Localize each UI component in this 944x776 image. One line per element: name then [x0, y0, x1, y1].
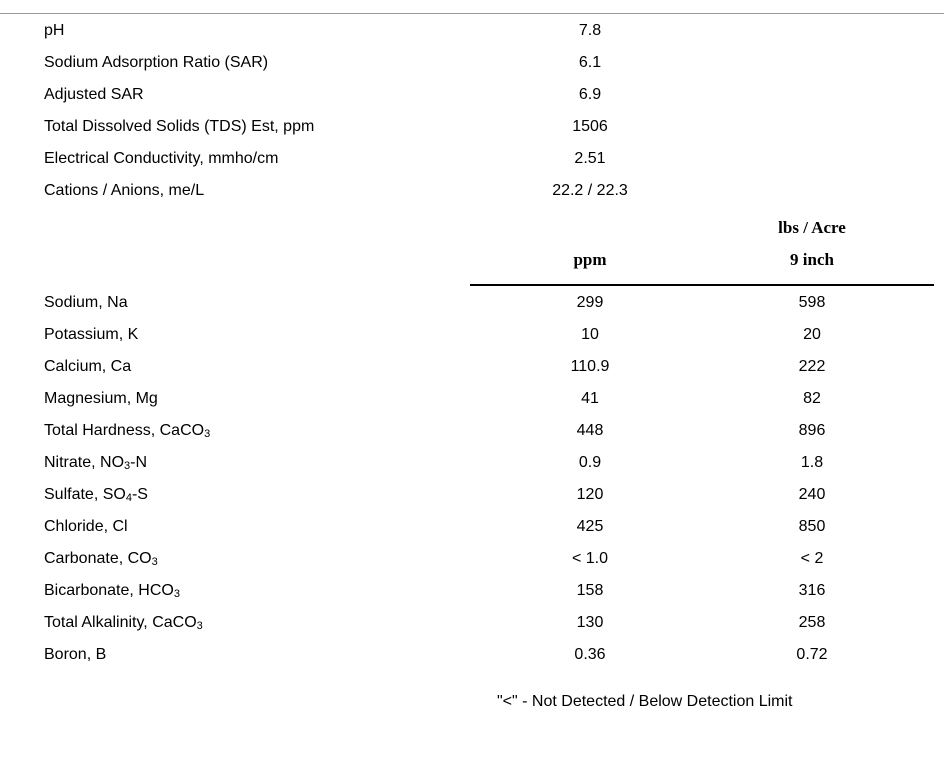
- analyte-ppm: 130: [576, 614, 604, 631]
- analyte-ppm: 41: [581, 390, 599, 407]
- analyte-row: [0, 482, 944, 512]
- analyte-lbs: 598: [798, 294, 826, 311]
- analyte-lbs: 82: [803, 390, 821, 407]
- analyte-lbs: 850: [798, 518, 826, 535]
- analyte-lbs: 222: [798, 358, 826, 375]
- summary-row: [0, 18, 944, 48]
- analyte-lbs: < 2: [800, 550, 824, 567]
- analyte-lbs: 316: [798, 582, 826, 599]
- analyte-name: Potassium, K: [44, 326, 139, 343]
- summary-row: [0, 178, 944, 208]
- subscript: 3: [124, 460, 131, 472]
- analyte-row: [0, 354, 944, 384]
- summary-value: 1506: [572, 118, 608, 135]
- analyte-lbs: 258: [798, 614, 826, 631]
- analyte-name-suffix: -N: [130, 454, 148, 471]
- analyte-lbs: 896: [798, 422, 826, 439]
- subscript: 4: [125, 492, 132, 504]
- analyte-name: Calcium, Ca: [44, 358, 132, 375]
- analyte-row: [0, 546, 944, 576]
- summary-value: 6.1: [578, 54, 602, 71]
- analyte-name: Magnesium, Mg: [44, 390, 158, 407]
- analyte-name: Sodium, Na: [44, 294, 128, 311]
- analyte-ppm: 120: [576, 486, 604, 503]
- depth-header: 9 inch: [790, 250, 834, 269]
- subscript: 3: [151, 556, 158, 568]
- analyte-ppm: 448: [576, 422, 604, 439]
- analyte-row: [0, 514, 944, 544]
- analyte-name: Boron, B: [44, 646, 107, 663]
- analyte-name-text: Sulfate, SO: [44, 486, 126, 503]
- analyte-name: [44, 422, 210, 440]
- ppm-header: ppm: [573, 250, 607, 269]
- analyte-name-text: Total Hardness, CaCO: [44, 422, 205, 439]
- analyte-ppm: 0.36: [574, 646, 606, 663]
- summary-label: Cations / Anions, me/L: [44, 182, 205, 199]
- analyte-lbs: 240: [798, 486, 826, 503]
- analyte-name: Chloride, Cl: [44, 518, 128, 535]
- analyte-ppm: 10: [581, 326, 599, 343]
- analyte-name: [44, 550, 158, 568]
- summary-value: 6.9: [578, 86, 602, 103]
- analyte-lbs: 0.72: [796, 646, 828, 663]
- analyte-name-text: Carbonate, CO: [44, 550, 152, 567]
- top-rule: [0, 13, 944, 14]
- analyte-ppm: 0.9: [578, 454, 602, 471]
- analyte-lbs: 1.8: [800, 454, 824, 471]
- summary-label: pH: [44, 22, 65, 39]
- analyte-row: [0, 610, 944, 640]
- analyte-row: [0, 418, 944, 448]
- analyte-name-suffix: -S: [131, 486, 148, 503]
- summary-value: 22.2 / 22.3: [552, 182, 628, 199]
- column-header-row-1: [0, 214, 944, 244]
- analyte-name: [44, 582, 180, 600]
- analyte-name-text: Bicarbonate, HCO: [44, 582, 174, 599]
- analyte-name: [44, 614, 203, 632]
- column-header-row-2: [0, 246, 944, 276]
- subscript: 3: [173, 588, 180, 600]
- analyte-ppm: 110.9: [570, 358, 610, 375]
- analyte-ppm: 158: [576, 582, 604, 599]
- header-rule: [470, 284, 934, 286]
- summary-value: 2.51: [574, 150, 606, 167]
- analyte-row: [0, 450, 944, 480]
- detection-limit-footnote: "<" - Not Detected / Below Detection Limit: [497, 693, 793, 710]
- summary-row: [0, 50, 944, 80]
- analyte-row: [0, 578, 944, 608]
- summary-label: Total Dissolved Solids (TDS) Est, ppm: [44, 118, 315, 135]
- analyte-lbs: 20: [803, 326, 821, 343]
- subscript: 3: [204, 428, 211, 440]
- analyte-row: [0, 322, 944, 352]
- summary-label: Electrical Conductivity, mmho/cm: [44, 150, 279, 167]
- subscript: 3: [196, 620, 203, 632]
- summary-row: [0, 114, 944, 144]
- analyte-name: [44, 486, 148, 504]
- lbs-per-acre-header: lbs / Acre: [778, 218, 846, 237]
- analyte-name-text: Total Alkalinity, CaCO: [44, 614, 197, 631]
- analyte-name: [44, 454, 147, 472]
- analyte-row: [0, 386, 944, 416]
- analyte-ppm: 425: [576, 518, 604, 535]
- analyte-ppm: < 1.0: [571, 550, 609, 567]
- analyte-row: [0, 290, 944, 320]
- summary-label: Sodium Adsorption Ratio (SAR): [44, 54, 269, 71]
- summary-row: [0, 82, 944, 112]
- analyte-ppm: 299: [576, 294, 604, 311]
- summary-value: 7.8: [578, 22, 602, 39]
- analyte-name-text: Nitrate, NO: [44, 454, 125, 471]
- analyte-row: [0, 642, 944, 672]
- summary-row: [0, 146, 944, 176]
- summary-label: Adjusted SAR: [44, 86, 144, 103]
